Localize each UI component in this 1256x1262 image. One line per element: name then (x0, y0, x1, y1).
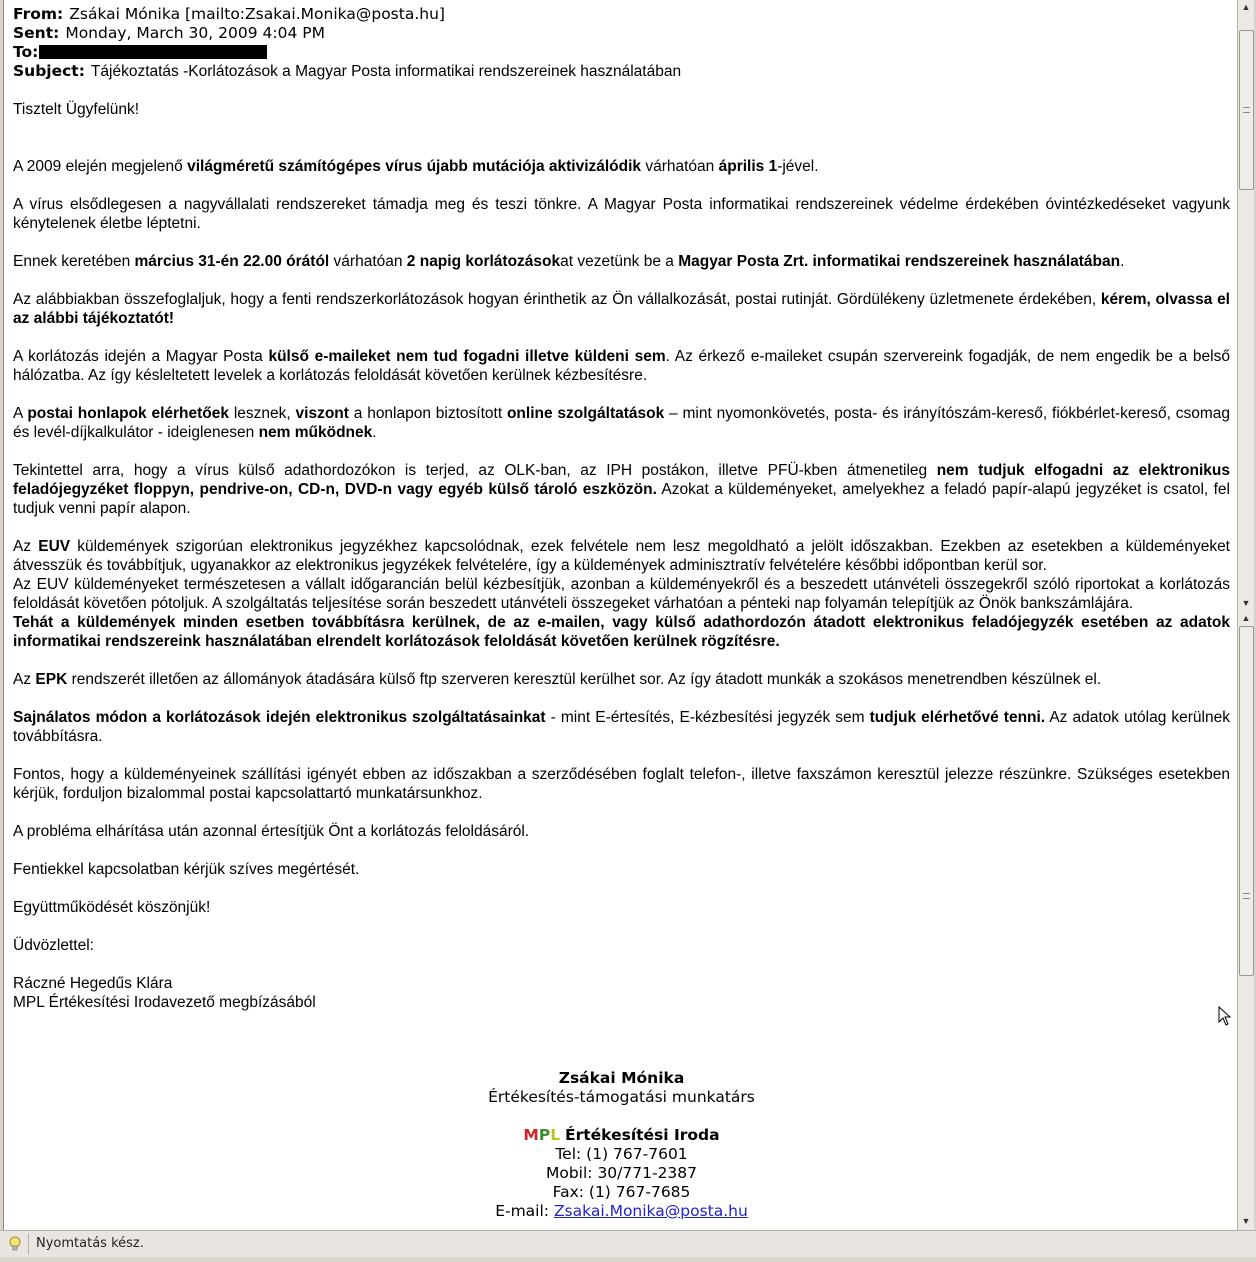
paragraph-14: A probléma elhárítása után azonnal értesítjük Önt a korlátozás feloldásáról. (13, 823, 530, 840)
vertical-scrollbar[interactable] (1237, 0, 1254, 1230)
paragraph-4: Az alábbiakban összefoglaljuk, hogy a fenti rendszerkorlátozások hogyan érinthetik az Ön vállalkozását, postai rutinját. Gördülékeny üzletmenete érdekében, kérem, olvassa el az alábbi tájékoztatót! (13, 291, 1230, 327)
header-subject (13, 62, 1230, 81)
subject-label: Subject: (13, 62, 85, 80)
paragraph-7: Tekintettel arra, hogy a vírus külső adathordozókon is terjed, az OLK-ban, az IPH postákon, illetve PFÜ-kben átmenetileg nem tudjuk elfogadni az elektronikus feladójegyzéket floppyn, pendrive-on, CD-n, DVD-n vagy egyéb külső tároló eszközön. Azokat a küldeményeket, amelyekhez a feladó papír-alapú jegyzéket is csatol, fel tudjuk venni papír alapon. (13, 462, 1230, 517)
from-label: From: (13, 5, 64, 23)
sent-label: Sent: (13, 24, 60, 42)
signature-email: E-mail: Zsakai.Monika@posta.hu (495, 1202, 748, 1220)
paragraph-5: A korlátozás idején a Magyar Posta külső e-maileket nem tud fogadni illetve küldeni sem. Az érkező e-maileket csupán szervereink fogadják, de nem engedik be a belső hálózatba. Az így késleltetett levelek a korlátozás feloldását követően kerülnek kézbesítésre. (13, 348, 1230, 384)
paragraph-1: A 2009 elején megjelenő világméretű számítógépes vírus újabb mutációja aktivizálódik várhatóan április 1-jével. (13, 158, 819, 175)
paragraph-13: Fontos, hogy a küldeményeinek szállítási igényét ebben az időszakban a szerződésében foglalt telefon-, illetve faxszámon keresztül jelezze részünkre. Szükséges esetekben kérjük, forduljon bizalommal postai kapcsolattartó munkatársunkhoz. (13, 766, 1230, 802)
email-document (13, 0, 1230, 1221)
redacted-recipient (39, 45, 267, 59)
paragraph-15: Fentiekkel kapcsolatban kérjük szíves megértését. (13, 861, 360, 878)
header-from (13, 5, 1230, 24)
signature-name: Zsákai Mónika (558, 1069, 685, 1087)
scroll-up-icon[interactable]: ▲ (1241, 2, 1251, 12)
scroll-down-icon[interactable]: ▼ (1241, 598, 1251, 608)
greeting: Tisztelt Ügyfelünk! (13, 101, 140, 118)
scrollbar-thumb-bottom[interactable] (1239, 626, 1254, 976)
closing-name: Ráczné Hegedűs Klára (13, 975, 173, 992)
paragraph-12: Sajnálatos módon a korlátozások idején elektronikus szolgáltatásainkat - mint E-értesítés, E-kézbesítési jegyzék sem tudjuk elérhetővé tenni. Az adatok utólag kerülnek továbbításra. (13, 709, 1230, 745)
status-separator (28, 1234, 29, 1254)
lightbulb-icon (8, 1236, 22, 1252)
email-content-area (3, 0, 1238, 1230)
paragraph-3: Ennek keretében március 31-én 22.00 órától várhatóan 2 napig korlátozásokat vezetünk be a Magyar Posta Zrt. informatikai rendszereinek használatában. (13, 253, 1125, 270)
status-bar (0, 1230, 1256, 1257)
email-body (13, 81, 1230, 1069)
mpl-logo-m: M (523, 1126, 539, 1144)
paragraph-8: Az EUV küldemények szigorúan elektronikus jegyzékhez kapcsolódnak, ezek felvétele nem lesz megoldható a jelölt időszakban. Ezekben az esetekben a küldeményeket átvesszük és továbbítjuk, ugyanakkor az elektronikus jegyzékek felvételére, így a küldemények adminisztratív felvételére későbbi időpontban kerül sor. (13, 538, 1230, 574)
paragraph-9: Az EUV küldeményeket természetesen a vállalt időgarancián belül kézbesítjük, azonban a küldeményekről és a beszedett utánvételi összegekről szóló riportokat a korlátozás feloldását követően pótoljuk. A szolgáltatás teljesítése során beszedett utánvételi összegeket várhatóan a pénteki nap folyamán telepítjük az Önök bankszámlájára. (13, 576, 1230, 612)
signature-mobil: Mobil: 30/771-2387 (545, 1164, 698, 1182)
status-text: Nyomtatás kész. (36, 1236, 144, 1251)
mpl-logo-p: P (538, 1126, 551, 1144)
signature-block (13, 1069, 1230, 1221)
sent-value: Monday, March 30, 2009 4:04 PM (65, 24, 325, 42)
scrollbar-thumb-top[interactable] (1239, 30, 1254, 190)
scroll-down-icon-2[interactable]: ▼ (1241, 1216, 1251, 1226)
paragraph-6: A postai honlapok elérhetőek lesznek, viszont a honlapon biztosított online szolgáltatások – mint nyomonkövetés, posta- és irányítószám-kereső, fiókbérlet-kereső, csomag és levél-díjkalkulátor - ideiglenesen nem működnek. (13, 405, 1231, 441)
signature-title: Értékesítés-támogatási munkatárs (488, 1088, 755, 1106)
paragraph-16: Együttműködését köszönjük! (13, 899, 211, 916)
mouse-cursor-icon (1218, 1006, 1232, 1026)
signature-tel: Tel: (1) 767-7601 (555, 1145, 688, 1163)
signature-fax: Fax: (1) 767-7685 (552, 1183, 691, 1201)
scroll-up-icon-2[interactable]: ▲ (1241, 613, 1251, 623)
from-value: Zsákai Mónika [mailto:Zsakai.Monika@posta.hu] (69, 5, 445, 23)
to-label: To: (13, 43, 39, 61)
subject-value: Tájékoztatás -Korlátozások a Magyar Posta informatikai rendszereinek használatában (90, 63, 682, 80)
paragraph-11: Az EPK rendszerét illetően az állományok átadására külső ftp szerveren keresztül kerülhet sor. Az így átadott munkák a szokásos menetrendben készülnek el. (13, 671, 1102, 688)
paragraph-17: Üdvözlettel: (13, 937, 94, 954)
paragraph-10: Tehát a küldemények minden esetben továbbításra kerülnek, de az e-mailen, vagy külső adathordozón átadott elektronikus feladójegyzék esetében az adatok informatikai rendszereink használatában elrendelt korlátozások feloldását követően kerülnek rögzítésre. (13, 614, 1230, 650)
closing-role: MPL Értékesítési Irodavezető megbízásából (13, 994, 316, 1011)
signature-office (13, 1126, 1230, 1145)
header-to (13, 43, 1230, 62)
header-sent (13, 24, 1230, 43)
office-name: Értékesítési Iroda (565, 1126, 720, 1144)
mpl-logo-l: L (550, 1126, 561, 1144)
paragraph-2: A vírus elsődlegesen a nagyvállalati rendszereket támadja meg és teszi tönkre. A Magyar Posta informatikai rendszereinek védelme érdekében óvintézkedéseket vagyunk kénytelenek életbe léptetni. (13, 196, 1230, 232)
email-link[interactable]: Zsakai.Monika@posta.hu (553, 1202, 748, 1220)
